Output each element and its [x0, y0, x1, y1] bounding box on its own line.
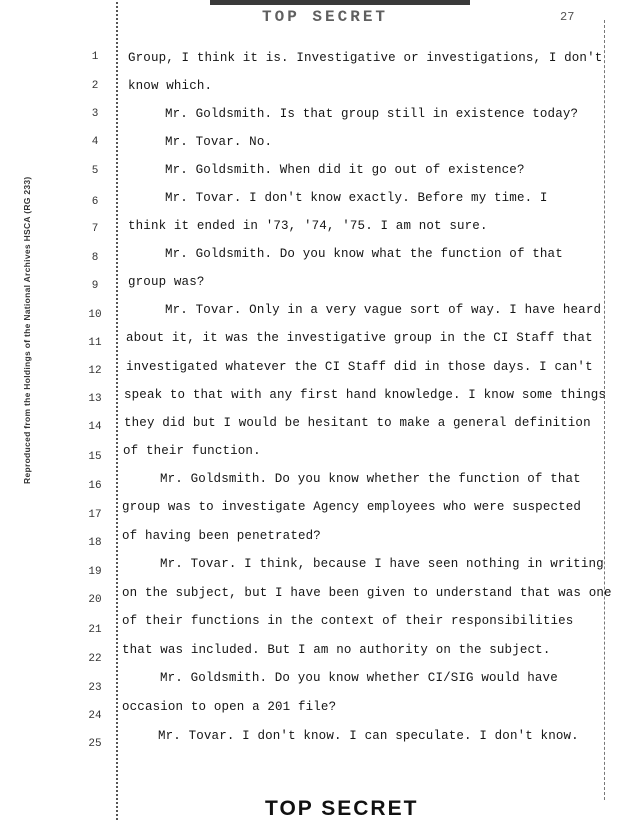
- transcript-line: Mr. Goldsmith. Do you know what the function of that: [165, 247, 563, 261]
- line-number: 9: [91, 280, 99, 292]
- transcript-line: investigated whatever the CI Staff did in those days. I can't: [126, 360, 593, 374]
- transcript-line: Mr. Tovar. I don't know exactly. Before my time. I: [165, 191, 548, 205]
- transcript-line: Mr. Goldsmith. When did it go out of existence?: [165, 163, 525, 177]
- transcript-line: about it, it was the investigative group in the CI Staff that: [126, 331, 593, 345]
- transcript-line: Mr. Tovar. No.: [165, 135, 273, 149]
- line-number: 15: [88, 451, 102, 463]
- transcript-line: Mr. Tovar. Only in a very vague sort of way. I have heard: [165, 303, 602, 317]
- top-scan-edge: [210, 0, 470, 5]
- transcript-line: Mr. Goldsmith. Do you know whether CI/SIG would have: [160, 671, 558, 685]
- line-number: 19: [88, 566, 102, 578]
- transcript-line: of their functions in the context of their responsibilities: [122, 614, 574, 628]
- transcript-line: speak to that with any first hand knowledge. I know some things: [124, 388, 607, 402]
- line-number: 20: [88, 594, 102, 606]
- transcript-line: think it ended in '73, '74, '75. I am not sure.: [128, 219, 488, 233]
- transcript-line: Mr. Goldsmith. Is that group still in existence today?: [165, 107, 579, 121]
- transcript-line: on the subject, but I have been given to understand that was one: [122, 586, 612, 600]
- line-number: 18: [88, 537, 102, 549]
- transcript-line: know which.: [128, 79, 213, 93]
- page-number: 27: [560, 10, 575, 24]
- transcript-line: occasion to open a 201 file?: [122, 700, 337, 714]
- header-classification: TOP SECRET: [262, 8, 389, 26]
- line-number: 2: [91, 80, 99, 92]
- line-number: 21: [88, 624, 102, 636]
- transcript-line: of having been penetrated?: [122, 529, 321, 543]
- transcript-line: group was?: [128, 275, 205, 289]
- footer-classification: TOP SECRET: [265, 797, 419, 820]
- transcript-line: Group, I think it is. Investigative or investigations, I don't: [128, 51, 603, 65]
- line-number: 1: [91, 51, 99, 63]
- line-number: 10: [88, 309, 102, 321]
- line-number: 6: [91, 196, 99, 208]
- transcript-line: that was included. But I am no authority on the subject.: [122, 643, 551, 657]
- line-number: 7: [91, 223, 99, 235]
- line-number: 16: [88, 480, 102, 492]
- line-number: 3: [91, 108, 99, 120]
- line-number: 22: [88, 653, 102, 665]
- transcript-line: group was to investigate Agency employees who were suspected: [122, 500, 582, 514]
- line-number: 5: [91, 165, 99, 177]
- transcript-line: Mr. Tovar. I don't know. I can speculate. I don't know.: [158, 729, 579, 743]
- line-number: 14: [88, 421, 102, 433]
- line-number: 8: [91, 252, 99, 264]
- transcript-line: Mr. Tovar. I think, because I have seen nothing in writing: [160, 557, 604, 571]
- transcript-line: they did but I would be hesitant to make a general definition: [124, 416, 591, 430]
- right-margin-rule: [604, 20, 606, 800]
- line-number: 17: [88, 509, 102, 521]
- line-number: 23: [88, 682, 102, 694]
- line-number: 25: [88, 738, 102, 750]
- archive-side-note: Reproduced from the Holdings of the National Archives HSCA (RG 233): [22, 176, 32, 484]
- line-number: 24: [88, 710, 102, 722]
- line-number: 13: [88, 393, 102, 405]
- transcript-line: of their function.: [123, 444, 261, 458]
- line-number: 12: [88, 365, 102, 377]
- transcript-line: Mr. Goldsmith. Do you know whether the function of that: [160, 472, 581, 486]
- line-number: 4: [91, 136, 99, 148]
- line-number: 11: [88, 337, 102, 349]
- left-margin-rule: [116, 2, 120, 820]
